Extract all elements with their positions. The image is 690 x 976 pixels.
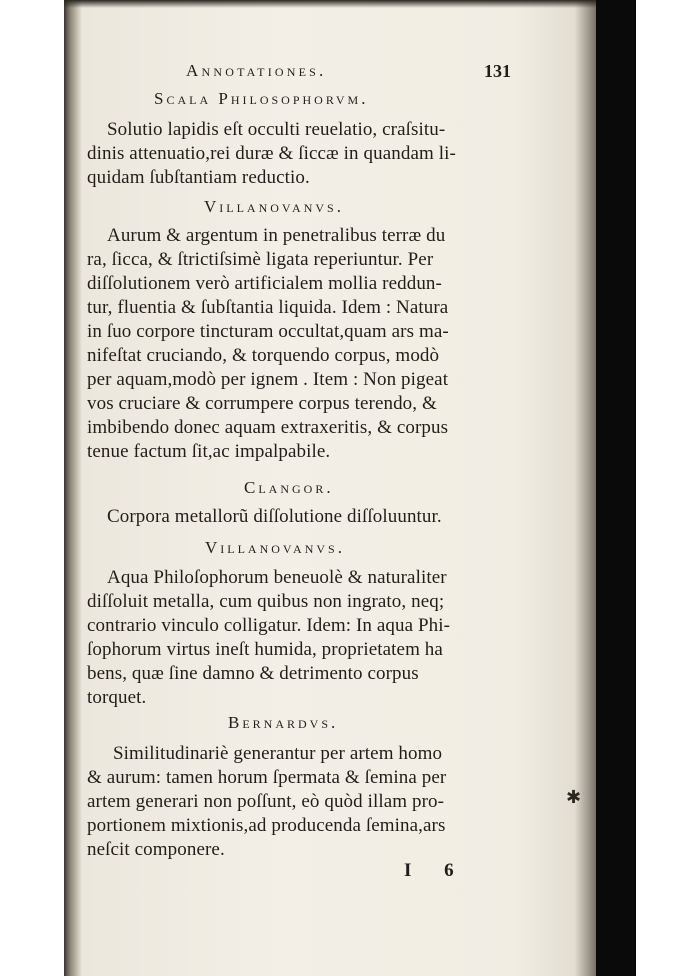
text-line: vos cruciare & corrumpere corpus terendo, &	[87, 393, 437, 414]
page-top-shadow	[64, 0, 596, 8]
section-heading: Villanovanvs.	[205, 538, 345, 557]
text-line: Aqua Philoſophorum beneuolè & naturaliter	[107, 567, 447, 588]
running-head: Annotationes.	[186, 61, 327, 80]
section-heading: Villanovanvs.	[204, 197, 344, 216]
ink-mark-icon: ✱	[566, 787, 582, 807]
text-line: diſſolutionem verò artificialem mollia reddun-	[87, 273, 442, 294]
text-line: tenue factum ſit,ac impalpabile.	[87, 441, 331, 462]
text-line: quidam ſubſtantiam reductio.	[87, 167, 310, 188]
text-line: torquet.	[87, 687, 147, 708]
text-line: imbibendo donec aquam extraxeritis, & corpus	[87, 417, 449, 438]
text-line: diſſoluit metalla, cum quibus non ingrato, neq;	[87, 591, 445, 612]
text-line: Corpora metallorũ diſſolutione diſſoluuntur.	[107, 506, 442, 527]
text-line: Aurum & argentum in penetralibus terræ du	[107, 225, 446, 246]
section-heading: Bernardvs.	[228, 713, 339, 732]
book-cover-edge	[596, 0, 636, 976]
text-line: Similitudinariè generantur per artem homo	[113, 743, 443, 764]
page-number: 131	[484, 61, 511, 81]
section-heading: Clangor.	[244, 478, 334, 497]
text-line: bens, quæ ſine damno & detrimento corpus	[87, 663, 419, 684]
text-line: neſcit componere.	[87, 839, 225, 860]
text-line: artem generari non poſſunt, eò quòd illam pro-	[87, 791, 445, 812]
text-line: in ſuo corpore tincturam occultat,quam ars ma-	[87, 321, 449, 342]
text-line: per aquam,modò per ignem . Item : Non pigeat	[87, 369, 449, 390]
section-heading: Scala Philosophorvm.	[154, 89, 369, 108]
text-line: ra, ſicca, & ſtrictiſsimè ligata reperiuntur. Per	[87, 249, 434, 270]
text-line: portionem mixtionis,ad producenda ſemina,ars	[87, 815, 446, 836]
text-line: dinis attenuatio,rei duræ & ſiccæ in quandam li-	[87, 143, 456, 164]
text-line: tur, fluentia & ſubſtantia liquida. Idem : Natura	[87, 297, 449, 318]
signature-mark: I 6	[404, 860, 468, 881]
text-line: contrario vinculo colligatur. Idem: In aqua Phi-	[87, 615, 451, 636]
text-line: & aurum: tamen horum ſpermata & ſemina per	[87, 767, 447, 788]
text-line: ſophorum virtus ineſt humida, proprietatem ha	[87, 639, 443, 660]
text-line: nifeſtat cruciando, & torquendo corpus, modò	[87, 345, 440, 366]
left-margin	[0, 0, 68, 976]
text-line: Solutio lapidis eſt occulti reuelatio, craſsitu-	[107, 119, 446, 140]
